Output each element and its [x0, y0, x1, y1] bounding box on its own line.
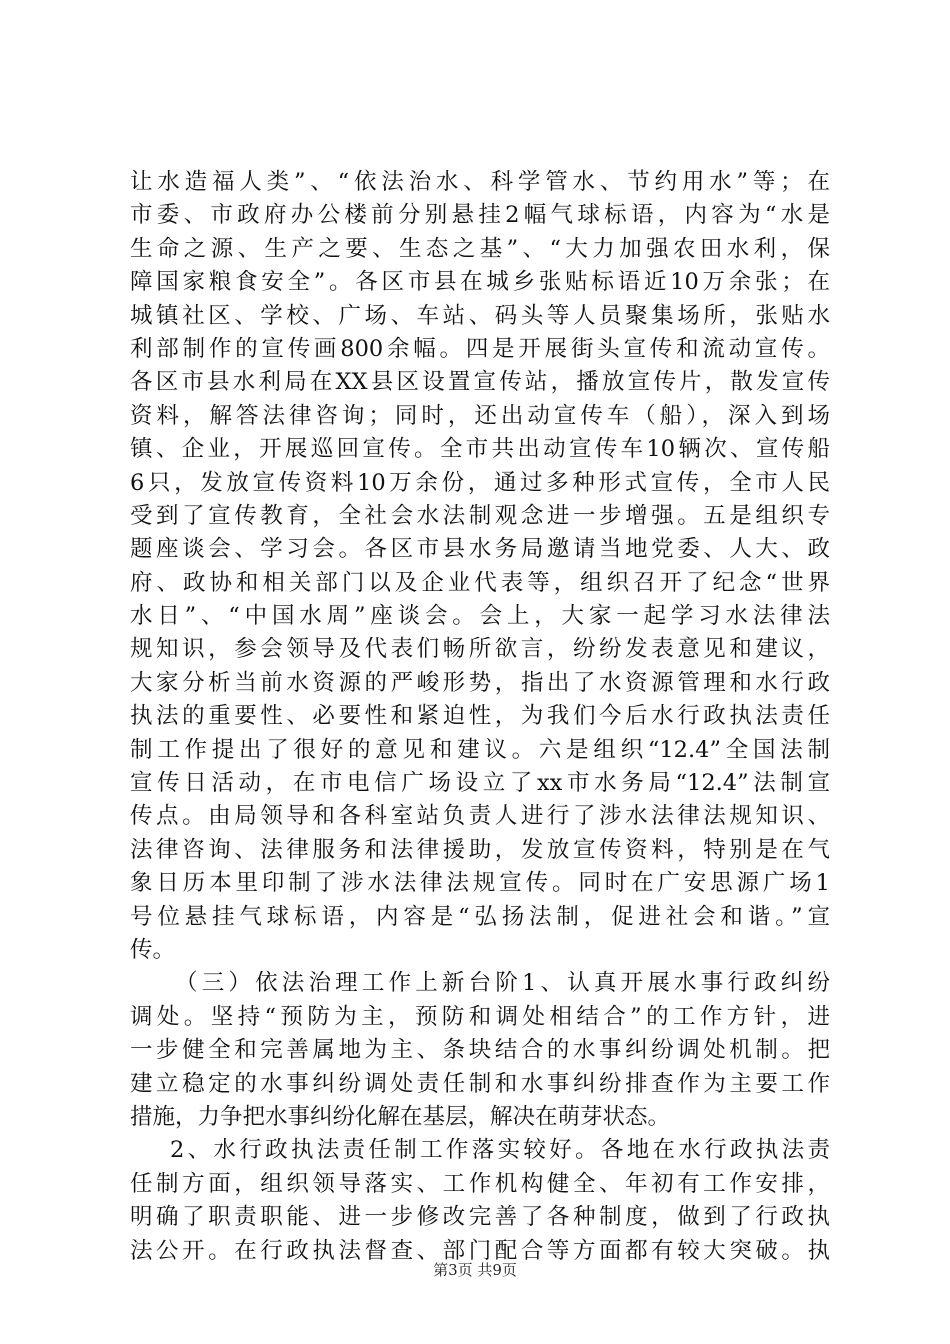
text-line: 题座谈会、学习会。各区市县水务局邀请当地党委、人大、政 — [130, 536, 830, 563]
text-line: 传。 — [130, 936, 176, 963]
text-line: 传点。由局领导和各科室站负责人进行了涉水法律法规知识、 — [130, 803, 830, 830]
text-line: 障国家粮食安全”。各区市县在城乡张贴标语近10万余张；在 — [130, 269, 830, 296]
text-line: 让水造福人类”、“依法治水、科学管水、节约用水”等；在 — [130, 169, 830, 195]
text-line: 镇、企业，开展巡回宣传。全市共出动宣传车10辆次、宣传船 — [130, 436, 830, 463]
text-line: 大家分析当前水资源的严峻形势，指出了水资源管理和水行政 — [130, 669, 830, 696]
text-line: 执法的重要性、必要性和紧迫性，为我们今后水行政执法责任 — [130, 703, 830, 730]
text-line: 法律咨询、法律服务和法律援助，发放宣传资料，特别是在气 — [130, 836, 830, 863]
body-text — [130, 166, 830, 1268]
text-line: 一步健全和完善属地为主、条块结合的水事纠纷调处机制。把 — [130, 1037, 830, 1064]
paragraph — [130, 967, 830, 1134]
text-line: 制工作提出了很好的意见和建议。六是组织“12.4”全国法制 — [130, 736, 830, 763]
text-line: 象日历本里印制了涉水法律法规宣传。同时在广安思源广场1 — [130, 870, 830, 897]
page-number: 第3页 共9页 — [433, 1261, 517, 1279]
paragraph — [130, 166, 830, 967]
text-line: 宣传日活动，在市电信广场设立了xx市水务局“12.4”法制宣 — [130, 770, 830, 797]
text-line: 利部制作的宣传画800余幅。四是开展街头宣传和流动宣传。 — [130, 335, 830, 362]
text-line: 府、政协和相关部门以及企业代表等，组织召开了纪念“世界 — [130, 569, 830, 596]
text-line: 6只，发放宣传资料10万余份，通过多种形式宣传，全市人民 — [130, 469, 830, 496]
text-line: 2、水行政执法责任制工作落实较好。各地在水行政执法责 — [170, 1137, 830, 1164]
text-line: 生命之源、生产之要、生态之基”、“大力加强农田水利，保 — [130, 235, 830, 262]
text-line: 各区市县水利局在XX县区设置宣传站，播放宣传片，散发宣传 — [130, 369, 830, 396]
text-line: 法公开。在行政执法督查、部门配合等方面都有较大突破。执 — [130, 1237, 830, 1264]
text-line: 资料，解答法律咨询；同时，还出动宣传车（船），深入到场 — [130, 402, 830, 429]
paragraph — [130, 1134, 830, 1268]
text-line: 措施，力争把水事纠纷化解在基层，解决在萌芽状态。 — [130, 1103, 671, 1130]
text-line: 受到了宣传教育，全社会水法制观念进一步增强。五是组织专 — [130, 502, 830, 529]
text-line: 调处。坚持“预防为主，预防和调处相结合”的工作方针，进 — [130, 1003, 830, 1030]
text-line: 明确了职责职能、进一步修改完善了各种制度，做到了行政执 — [130, 1204, 830, 1231]
text-line: 市委、市政府办公楼前分别悬挂2幅气球标语，内容为“水是 — [130, 202, 830, 229]
text-line: 建立稳定的水事纠纷调处责任制和水事纠纷排查作为主要工作 — [130, 1070, 830, 1097]
text-line: 号位悬挂气球标语，内容是“弘扬法制，促进社会和谐。”宣 — [130, 903, 830, 930]
text-line: 任制方面，组织领导落实、工作机构健全、年初有工作安排， — [130, 1170, 830, 1197]
text-line: 城镇社区、学校、广场、车站、码头等人员聚集场所，张贴水 — [130, 302, 830, 329]
text-line: 水日”、“中国水周”座谈会。会上，大家一起学习水法律法 — [130, 603, 830, 630]
text-line: （三）依法治理工作上新台阶1、认真开展水事行政纠纷 — [175, 970, 830, 997]
text-line: 规知识，参会领导及代表们畅所欲言，纷纷发表意见和建议， — [130, 636, 830, 663]
